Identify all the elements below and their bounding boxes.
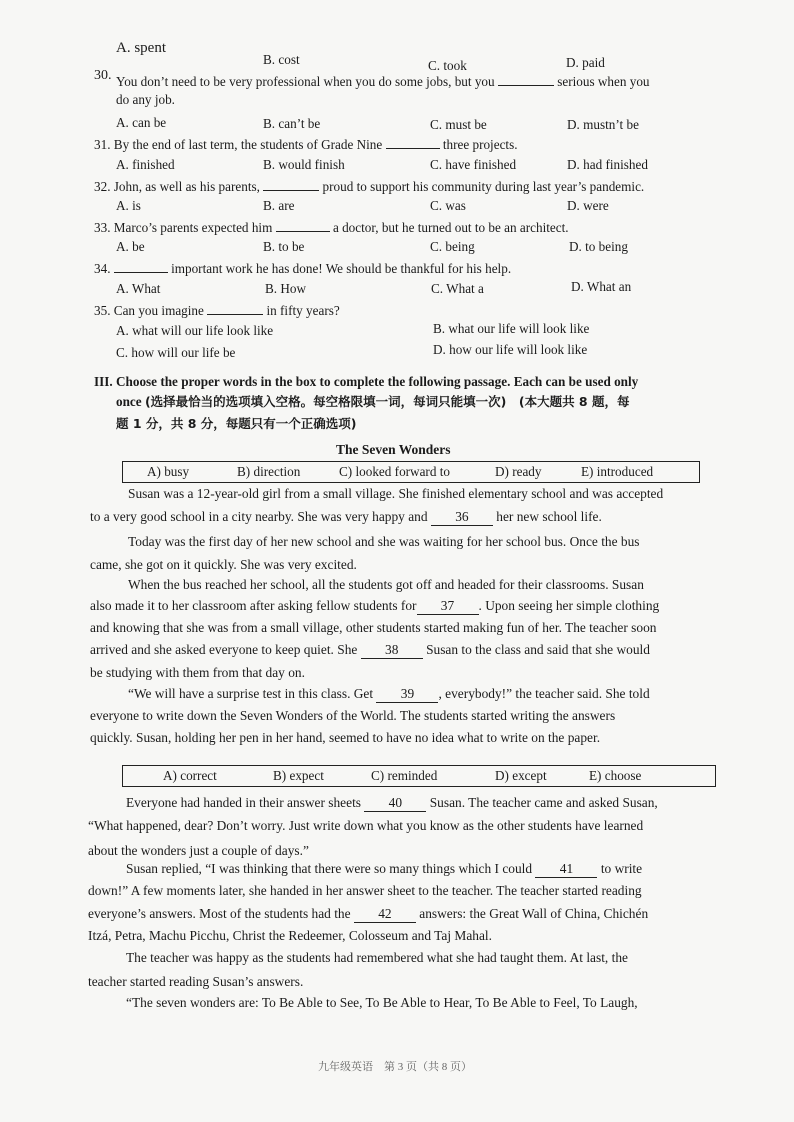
word-box-1 xyxy=(122,461,700,483)
word-box-1-option-e: E) introduced xyxy=(581,464,654,479)
blank-41: 41 xyxy=(535,861,597,878)
passage-p7-line2: teacher started reading Susan’s answers. xyxy=(88,974,304,989)
passage-p1-line1: Susan was a 12-year-old girl from a small village. She finished elementary school and was accepted xyxy=(128,486,664,501)
section-3-instructions-line3: 题 1 分，共 8 分，每题只有一个正确选项) xyxy=(116,416,357,431)
q32-option-d: D. were xyxy=(567,198,609,213)
q31-option-c: C. have finished xyxy=(430,157,517,172)
q29-option-d: D. paid xyxy=(566,55,605,70)
q32-blank xyxy=(263,178,319,191)
q30-option-a: A. can be xyxy=(116,115,167,130)
blank-38: 38 xyxy=(361,642,423,659)
passage-p4-line1: “We will have a surprise test in this class. Get 39 , everybody!” the teacher said. She told xyxy=(128,686,650,701)
q33-option-a: A. be xyxy=(116,239,145,254)
page-footer: 九年级英语 第 3 页（共 8 页） xyxy=(318,1061,472,1073)
q32-question: 32. John, as well as his parents, proud to support his community during last year’s pandemic. xyxy=(94,179,645,194)
passage-p6-line4: Itzá, Petra, Machu Picchu, Christ the Redeemer, Colosseum and Taj Mahal. xyxy=(88,928,492,943)
q35-option-b: B. what our life will look like xyxy=(433,321,590,336)
blank-36: 36 xyxy=(431,509,493,526)
word-box-2-option-b: B) expect xyxy=(273,768,324,783)
passage-p4-line2: everyone to write down the Seven Wonders of the World. The students started writing the answers xyxy=(90,708,616,723)
q29-option-c: C. took xyxy=(428,58,467,73)
passage-p6-line2: down!” A few moments later, she handed in her answer sheet to the teacher. The teacher started reading xyxy=(88,883,642,898)
passage-p4-line3: quickly. Susan, holding her pen in her hand, seemed to have no idea what to write on the paper. xyxy=(90,730,601,745)
q33-option-b: B. to be xyxy=(263,239,305,254)
q31-question: 31. By the end of last term, the students of Grade Nine three projects. xyxy=(94,137,518,152)
q33-question: 33. Marco’s parents expected him a doctor, but he turned out to be an architect. xyxy=(94,220,569,235)
q34-option-c: C. What a xyxy=(431,281,484,296)
word-box-1-option-d: D) ready xyxy=(495,464,542,479)
word-box-2-option-a: A) correct xyxy=(163,768,217,783)
q34-option-a: A. What xyxy=(116,281,161,296)
q31-blank xyxy=(386,136,440,149)
q32-option-c: C. was xyxy=(430,198,466,213)
word-box-1-option-c: C) looked forward to xyxy=(339,464,450,479)
q34-option-b: B. How xyxy=(265,281,307,296)
q30-text-line2: do any job. xyxy=(116,92,175,107)
q30-option-c: C. must be xyxy=(430,117,487,132)
q35-option-d: D. how our life will look like xyxy=(433,342,588,357)
word-box-1-option-a: A) busy xyxy=(147,464,190,479)
q30-option-d: D. mustn’t be xyxy=(567,117,639,132)
q31-option-a: A. finished xyxy=(116,157,175,172)
word-box-2 xyxy=(122,765,716,787)
q32-option-b: B. are xyxy=(263,198,295,213)
passage-p5-line1: Everyone had handed in their answer sheets 40 Susan. The teacher came and asked Susan, xyxy=(126,795,658,810)
word-box-2-option-c: C) reminded xyxy=(371,768,438,783)
passage-p3-line1: When the bus reached her school, all the students got off and headed for their classrooms. Susan xyxy=(128,577,644,592)
word-box-1-option-b: B) direction xyxy=(237,464,301,479)
q30-blank xyxy=(498,73,554,86)
passage-p6-line3: everyone’s answers. Most of the students had the 42 answers: the Great Wall of China, Chichén xyxy=(88,906,649,921)
passage-p3-line5: be studying with them from that day on. xyxy=(90,665,305,680)
passage-title: The Seven Wonders xyxy=(336,442,451,457)
passage-p3-line2: also made it to her classroom after asking fellow students for 37 . Upon seeing her simple clothing xyxy=(90,598,660,613)
passage-p2-line2: came, she got on it quickly. She was very excited. xyxy=(90,557,357,572)
passage-p2-line1: Today was the first day of her new school and she was waiting for her school bus. Once the bus xyxy=(128,534,640,549)
q31-option-b: B. would finish xyxy=(263,157,345,172)
q33-blank xyxy=(276,219,330,232)
q35-question: 35. Can you imagine in fifty years? xyxy=(94,303,340,318)
q35-option-a: A. what will our life look like xyxy=(116,323,274,338)
q31-option-d: D. had finished xyxy=(567,157,648,172)
q32-option-a: A. is xyxy=(116,198,141,213)
blank-39: 39 xyxy=(376,686,438,703)
blank-37: 37 xyxy=(417,598,479,615)
q30-text: You don’t need to be very professional when you do some jobs, but you serious when you xyxy=(116,74,650,89)
passage-p8-line1: “The seven wonders are: To Be Able to See, To Be Able to Hear, To Be Able to Feel, To Laugh, xyxy=(126,995,638,1010)
q35-option-c: C. how will our life be xyxy=(116,345,236,360)
word-box-2-option-e: E) choose xyxy=(589,768,642,783)
q29-option-a: A. spent xyxy=(116,40,166,56)
passage-p3-line3: and knowing that she was from a small village, other students started making fun of her. The teacher soon xyxy=(90,620,657,635)
blank-42: 42 xyxy=(354,906,416,923)
q33-number: 33. xyxy=(94,220,111,235)
q33-option-d: D. to being xyxy=(569,239,628,254)
passage-p1-line2: to a very good school in a city nearby. She was very happy and 36 her new school life. xyxy=(90,509,602,524)
q31-number: 31. xyxy=(94,137,111,152)
passage-p5-line3: about the wonders just a couple of days.” xyxy=(88,843,309,858)
q32-number: 32. xyxy=(94,179,111,194)
blank-40: 40 xyxy=(364,795,426,812)
q34-option-d: D. What an xyxy=(571,279,632,294)
q29-option-b: B. cost xyxy=(263,52,300,67)
q34-number: 34. xyxy=(94,261,111,276)
q33-option-c: C. being xyxy=(430,239,475,254)
q30-number: 30. xyxy=(94,68,112,83)
section-3-instructions-line2: once (选择最恰当的选项填入空格。每空格限填一词，每词只能填一次) (本大题共 8 题，每 xyxy=(116,394,630,409)
word-box-2-option-d: D) except xyxy=(495,768,547,783)
q30-option-b: B. can’t be xyxy=(263,116,321,131)
q34-blank xyxy=(114,260,168,273)
passage-p5-line2: “What happened, dear? Don’t worry. Just write down what you know as the other students have learned xyxy=(88,818,644,833)
passage-p7-line1: The teacher was happy as the students had remembered what she had taught them. At last, the xyxy=(126,950,628,965)
q34-question: 34. important work he has done! We should be thankful for his help. xyxy=(94,261,512,276)
passage-p3-line4: arrived and she asked everyone to keep quiet. She 38 Susan to the class and said that she would xyxy=(90,642,650,657)
q35-number: 35. xyxy=(94,303,111,318)
q35-blank xyxy=(207,302,263,315)
passage-p6-line1: Susan replied, “I was thinking that there were so many things which I could 41 to write xyxy=(126,861,643,876)
section-3-instructions-line1: III. Choose the proper words in the box to complete the following passage. Each can be used only xyxy=(94,374,639,389)
